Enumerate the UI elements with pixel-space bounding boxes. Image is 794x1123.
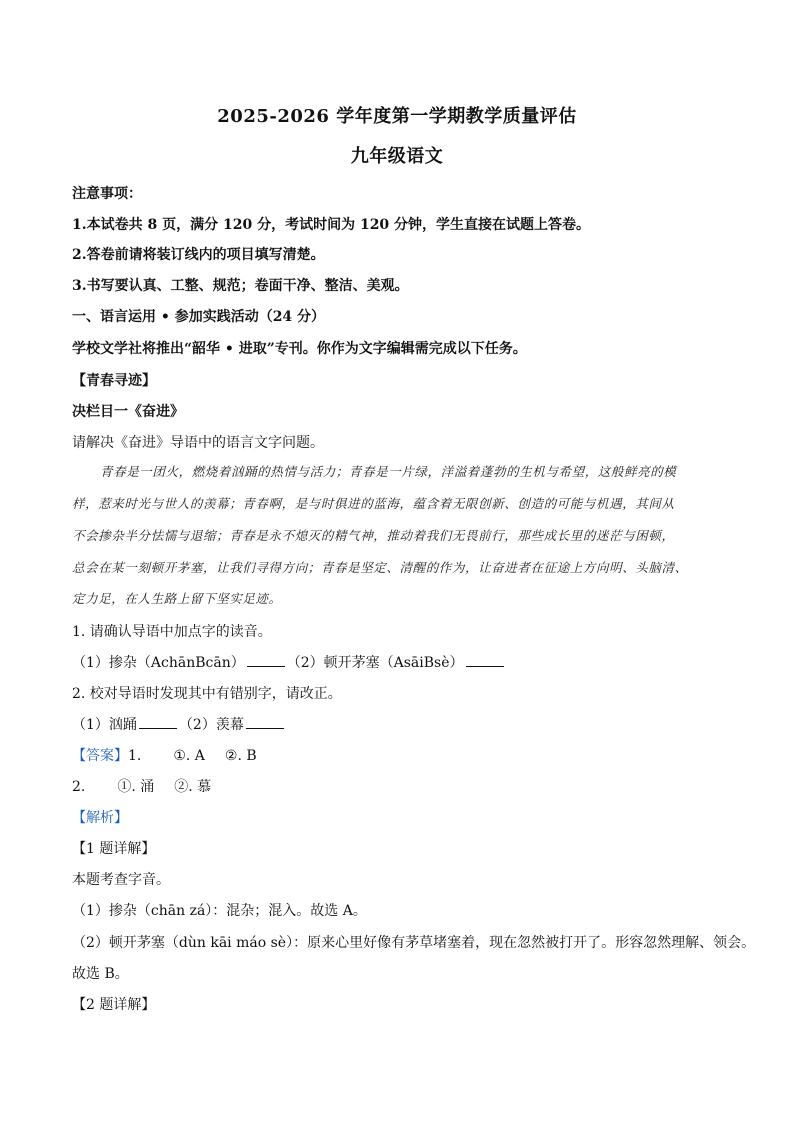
answer-label: 【答案】 <box>72 748 128 764</box>
question-2-items <box>72 714 286 734</box>
exam-subtitle: 九年级语文 <box>350 146 444 167</box>
analysis-line: 故选 B。 <box>72 966 129 982</box>
answer-blank[interactable] <box>247 654 285 667</box>
answer-row-2 <box>72 776 211 796</box>
answer-number: 1. <box>128 748 142 764</box>
question-1-items <box>72 652 506 672</box>
answer-row-1 <box>72 745 257 765</box>
section-intro: 学校文学社将推出“韶华 • 进取”专刊。你作为文字编辑需完成以下任务。 <box>72 341 527 357</box>
passage-line: 样，惹来时光与世人的羡幕；青春啊，是与时俱进的蓝海，蕴含着无限创新、创造的可能与机遇，其间从 <box>72 496 675 511</box>
question-2-item-b: （2）羡幕 <box>178 717 244 733</box>
passage-line: 不会掺杂半分怯懦与退缩；青春是永不熄灭的精气神，推动着我们无畏前行，那些成长里的迷茫与困顿， <box>72 528 675 543</box>
analysis-line: （1）掺杂（chān zá）：混杂；混入。故选 A。 <box>72 903 367 919</box>
passage-line: 总会在某一刻顿开茅塞，让我们寻得方向；青春是坚定、清醒的作为，让奋进者在征途上方向明、头脑清、 <box>72 560 688 575</box>
notice-item: 1.本试卷共 8 页，满分 120 分，考试时间为 120 分钟，学生直接在试题上答卷。 <box>72 217 591 233</box>
notice-item: 3.书写要认真、工整、规范；卷面干净、整洁、美观。 <box>72 278 409 294</box>
analysis-label: 【解析】 <box>72 810 128 826</box>
analysis-q1-heading: 【1 题详解】 <box>72 841 156 857</box>
analysis-line: 本题考查字音。 <box>72 872 170 888</box>
column-title: 决栏目一《奋进》 <box>72 404 184 420</box>
question-1-item-b: （2）顿开茅塞（AsāiBsè） <box>286 655 464 671</box>
answer-blank[interactable] <box>139 716 177 729</box>
answer-choice: ①. A <box>173 748 205 764</box>
section-heading: 一、语言运用 • 参加实践活动（24 分） <box>72 309 326 325</box>
section-tag: 【青春寻迹】 <box>72 373 156 389</box>
question-1-item-a: （1）掺杂（AchānBcān） <box>72 655 245 671</box>
analysis-line: （2）顿开茅塞（dùn kāi máo sè）：原来心里好像有茅草堵塞着，现在忽然被打开了。形容忽然理解、领会。 <box>72 935 756 951</box>
passage-line: 青春是一团火，燃烧着汹踊的热情与活力；青春是一片绿，洋溢着蓬勃的生机与希望，这般鲜亮的模 <box>100 464 677 479</box>
question-2-item-a: （1）汹踊 <box>72 717 137 733</box>
notice-heading: 注意事项： <box>72 186 142 202</box>
answer-choice: ②. B <box>224 748 257 764</box>
exam-title: 2025-2026 学年度第一学期教学质量评估 <box>217 106 577 127</box>
notice-item: 2.答卷前请将装订线内的项目填写清楚。 <box>72 247 325 263</box>
answer-choice: ①. 涌 <box>117 779 155 795</box>
question-2: 2. 校对导语时发现其中有错别字，请改正。 <box>72 686 342 702</box>
answer-blank[interactable] <box>246 716 284 729</box>
analysis-q2-heading: 【2 题详解】 <box>72 997 156 1013</box>
answer-choice: ②. 慕 <box>174 779 212 795</box>
answer-number: 2. <box>72 779 86 795</box>
task-instruction: 请解决《奋进》导语中的语言文字问题。 <box>72 435 324 451</box>
answer-blank[interactable] <box>466 654 504 667</box>
question-1: 1. 请确认导语中加点字的读音。 <box>72 624 272 640</box>
passage-line: 定力足，在人生路上留下坚实足迹。 <box>72 591 282 606</box>
